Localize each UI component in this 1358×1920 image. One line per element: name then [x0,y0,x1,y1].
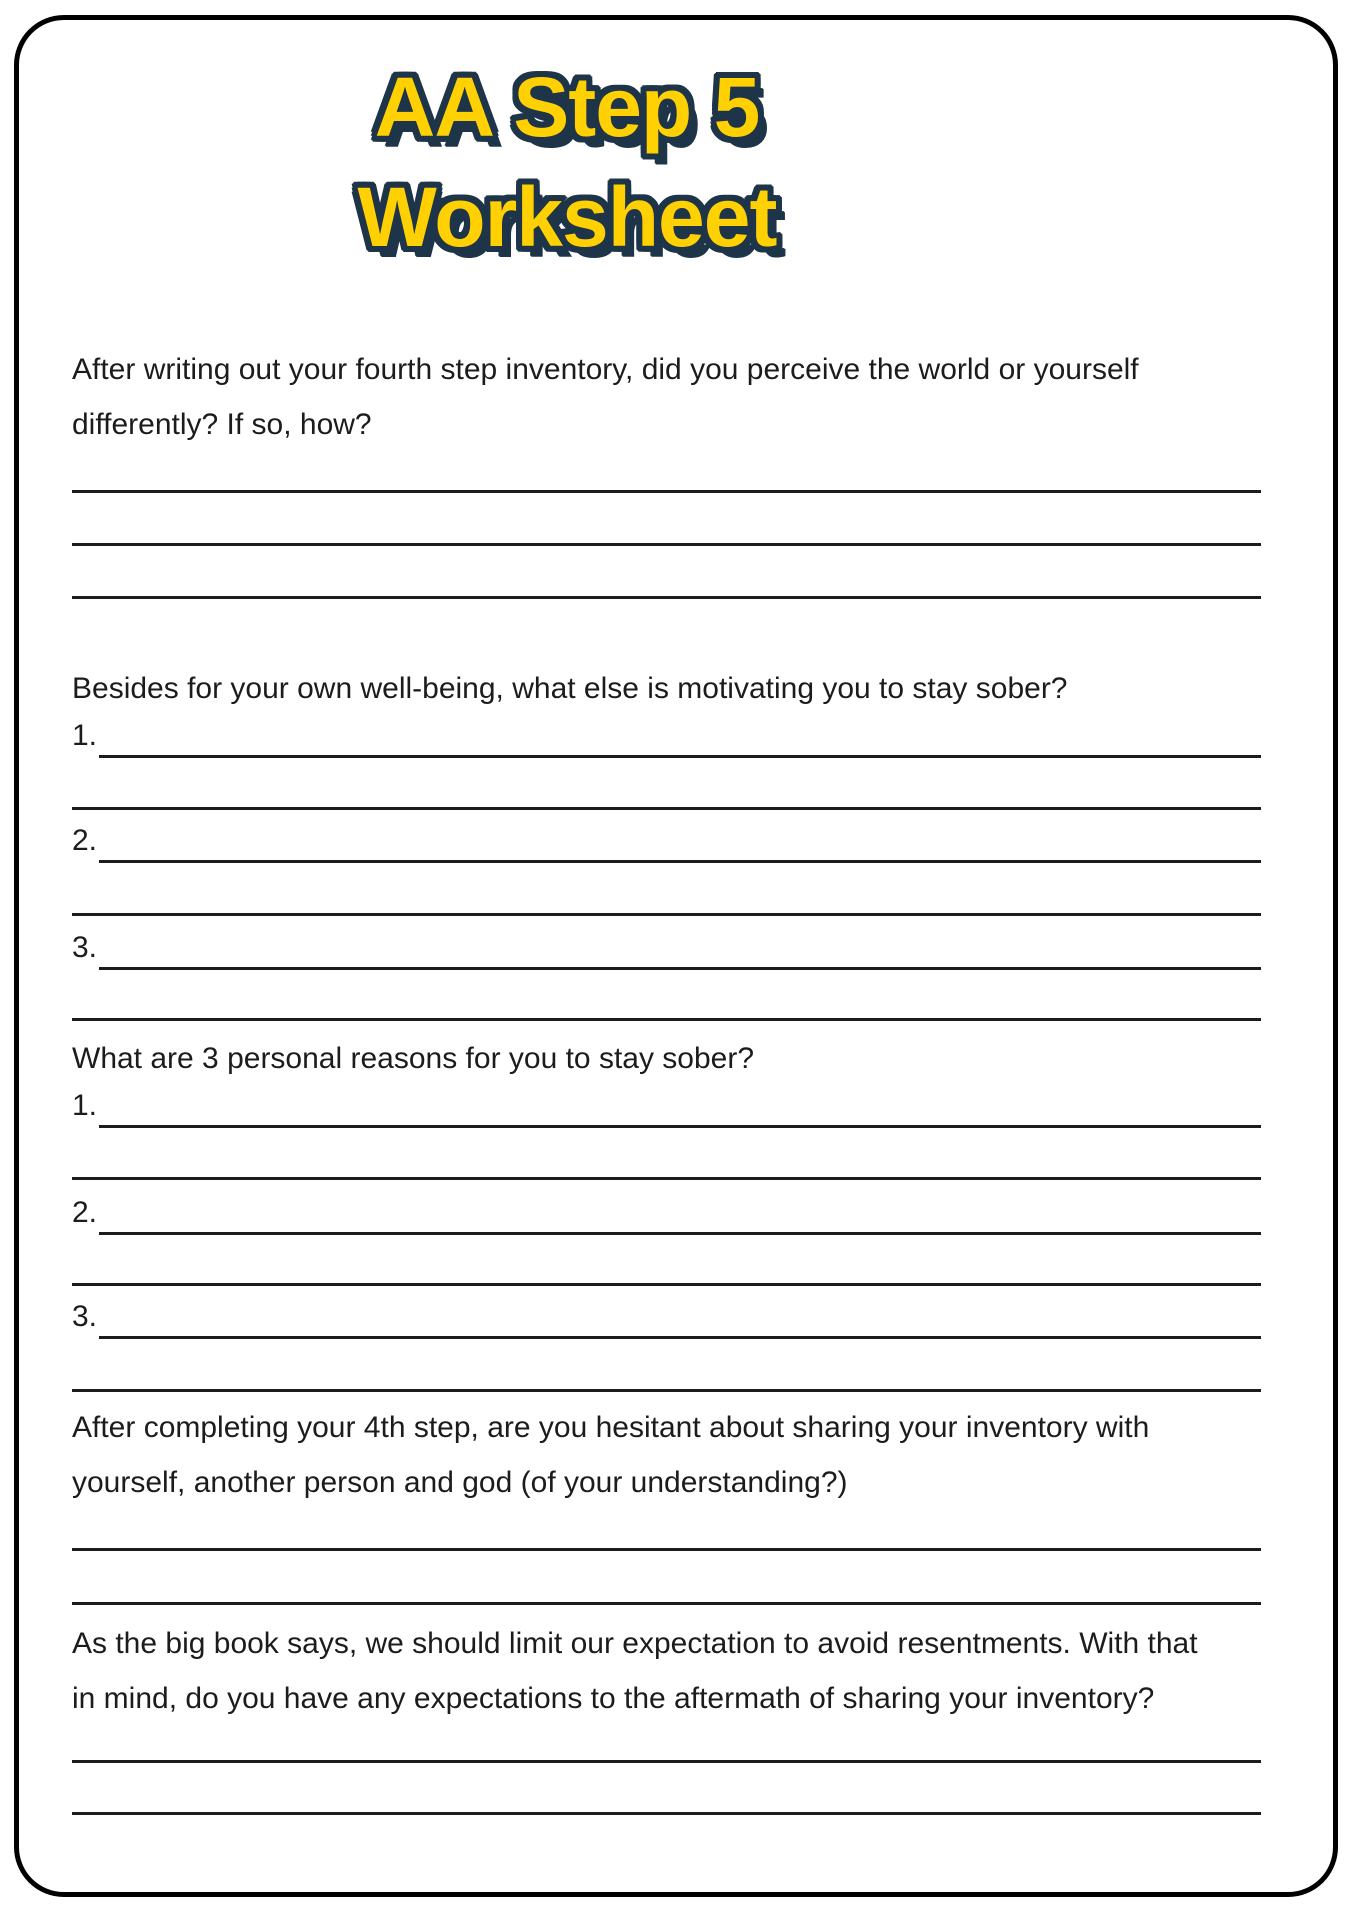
answer-line [72,1018,1261,1021]
question-3 [72,1031,1261,1086]
answer-line [72,1548,1261,1551]
answer-line [72,913,1261,916]
answer-line [72,1760,1261,1763]
numbered-answer-item [72,819,1261,863]
worksheet-content [72,0,1261,1920]
answer-line [99,714,1261,758]
answer-line [72,1389,1261,1392]
question-1-text-line: differently? If so, how? [72,408,372,441]
numbered-answer-item [72,1084,1261,1128]
answer-line [72,1177,1261,1180]
title-line-1: AA Step 5 [374,60,760,154]
answer-line [72,1812,1261,1815]
numbered-answer-item [72,714,1261,758]
answer-line [72,807,1261,810]
answer-line [99,819,1261,863]
numbered-answer-item [72,1295,1261,1339]
answer-line [99,1191,1261,1235]
item-number: 1. [72,719,98,752]
answer-line [72,543,1261,546]
item-number: 2. [72,824,98,857]
answer-line [99,1084,1261,1128]
question-4 [72,1400,1261,1510]
question-3-text-line: What are 3 personal reasons for you to stay sober? [72,1042,755,1075]
answer-line [99,926,1261,970]
question-2 [72,661,1261,716]
answer-line [72,596,1261,599]
question-4-text-line: yourself, another person and god (of your understanding?) [72,1466,848,1499]
question-1-text-line: After writing out your fourth step inventory, did you perceive the world or yourself [72,353,1139,386]
title-line-2: Worksheet [357,170,777,264]
answer-line [99,1295,1261,1339]
item-number: 1. [72,1089,98,1122]
numbered-answer-item [72,926,1261,970]
question-2-text-line: Besides for your own well-being, what else is motivating you to stay sober? [72,672,1068,705]
item-number: 2. [72,1196,98,1229]
answer-line [72,1283,1261,1286]
item-number: 3. [72,931,98,964]
answer-line [72,490,1261,493]
question-4-text-line: After completing your 4th step, are you hesitant about sharing your inventory with [72,1411,1150,1444]
numbered-answer-item [72,1191,1261,1235]
question-5 [72,1616,1261,1726]
answer-line [72,1602,1261,1605]
question-1 [72,342,1261,452]
question-5-text-line: in mind, do you have any expectations to the aftermath of sharing your inventory? [72,1682,1155,1715]
item-number: 3. [72,1300,98,1333]
question-5-text-line: As the big book says, we should limit our expectation to avoid resentments. With that [72,1627,1198,1660]
